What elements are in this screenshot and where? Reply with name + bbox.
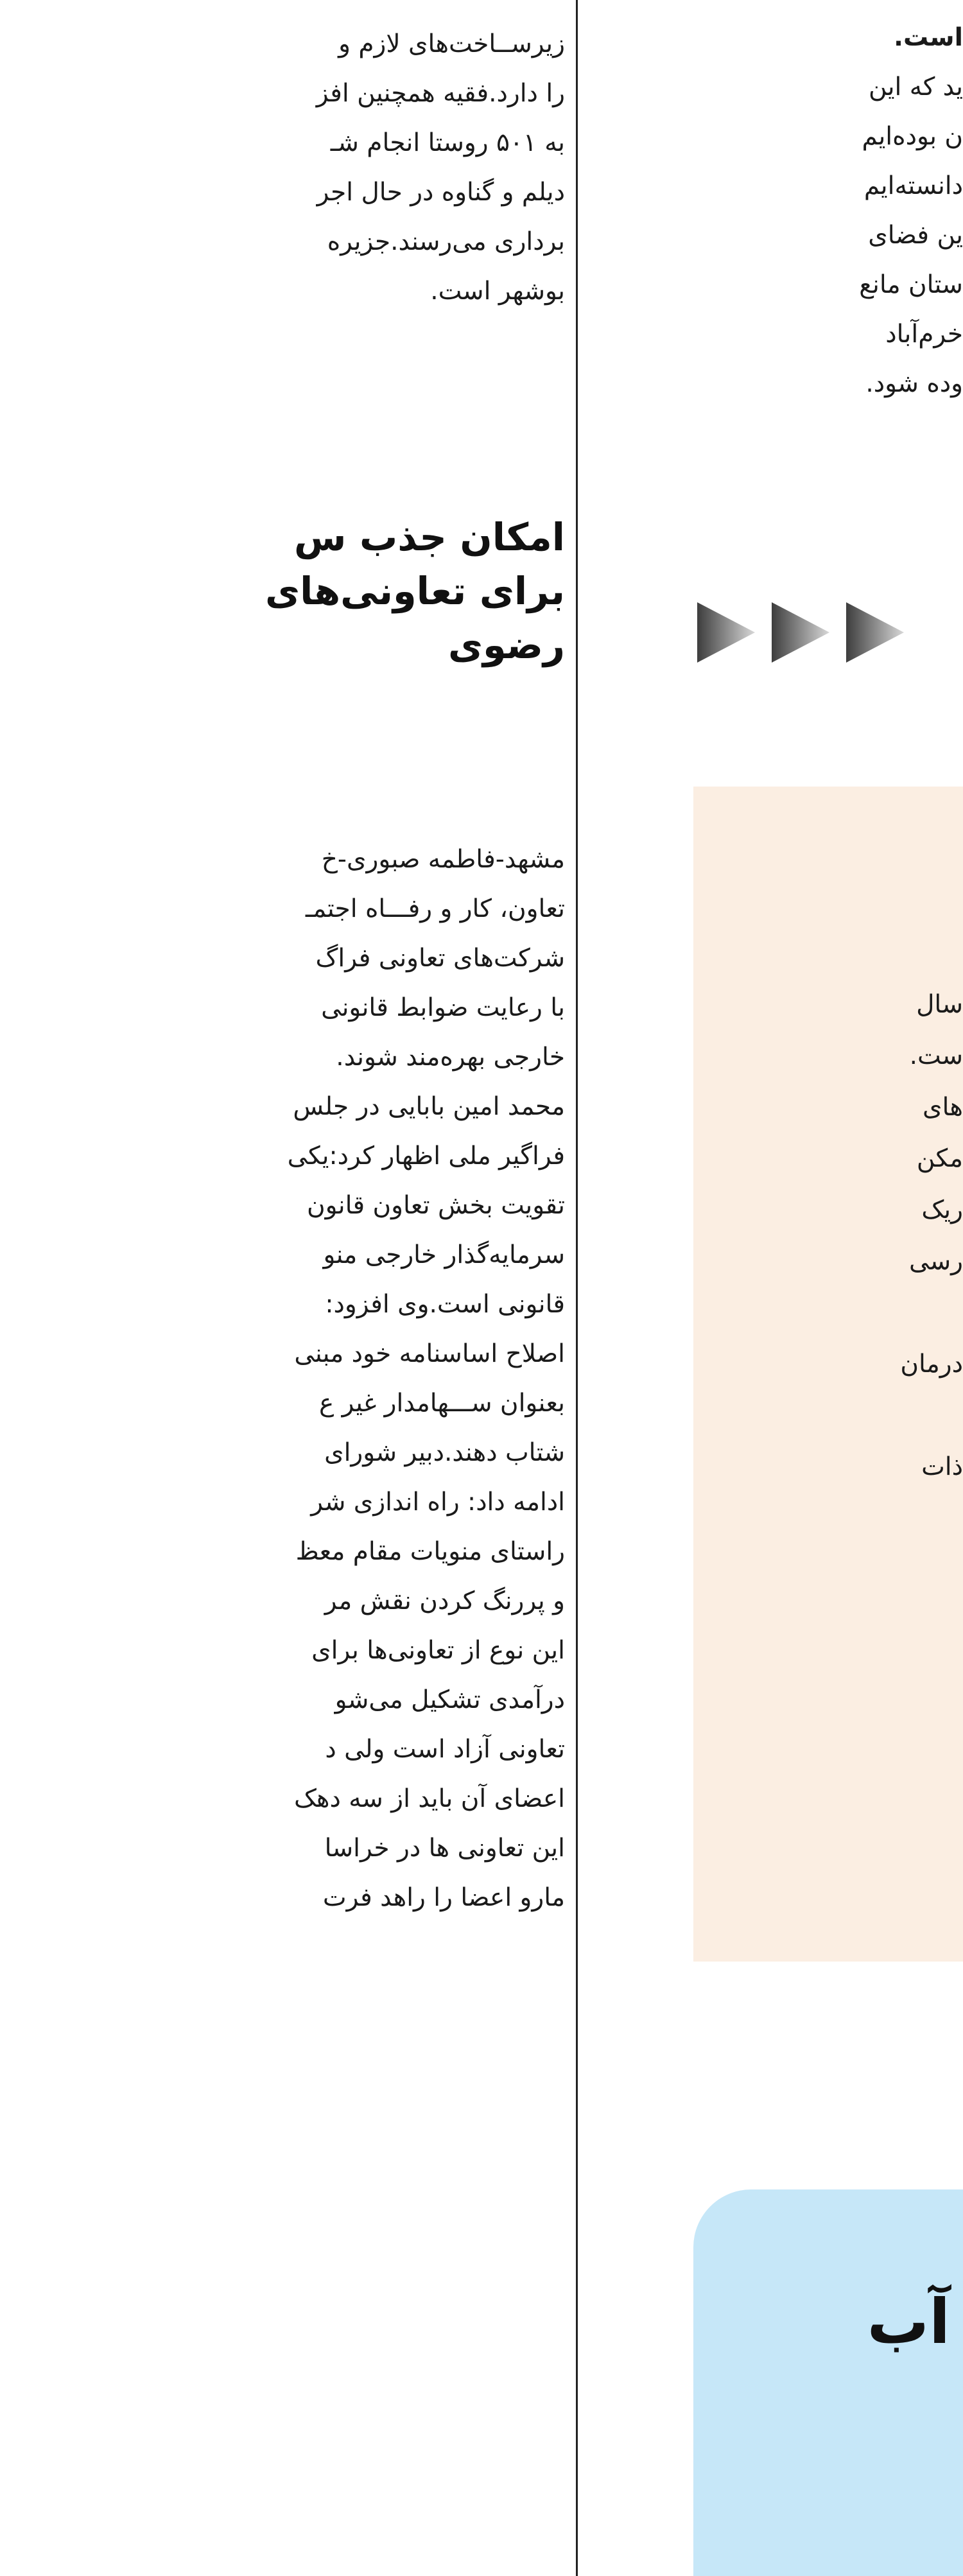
text-line: راستای منویات مقام معظ	[295, 1537, 565, 1566]
text-line: را دارد.فقیه همچنین افز	[316, 79, 565, 108]
headline-line: رضوی	[447, 623, 565, 667]
headline-line: امکان جذب س	[294, 515, 565, 559]
text-line: سرمایه‌گذار خارجی منو	[323, 1240, 565, 1269]
text-line: این تعاونی ها در خراسا	[324, 1834, 565, 1863]
text-line: مکن	[916, 1144, 963, 1173]
text-line: اعضای آن باید از سه دهک	[294, 1784, 565, 1813]
text-line: رسی	[908, 1247, 963, 1276]
text-line: زیرســاخت‌های لازم و	[338, 30, 565, 58]
arrow-decoration-icon	[693, 597, 963, 668]
text-line: سال	[916, 990, 963, 1019]
arrow-shape	[846, 602, 904, 663]
text-line	[693, 1390, 963, 1441]
text-line	[693, 1287, 963, 1339]
text-line: شتاب دهند.دبیر شورای	[324, 1438, 565, 1467]
highlight-box	[693, 787, 963, 1962]
text-line: مارو اعضا را راهد فرت	[322, 1883, 565, 1912]
text-line: مشهد-فاطمه صبوری-خ	[321, 845, 565, 874]
text-line: تقویت بخش تعاون قانون	[306, 1191, 565, 1220]
right-article-text	[693, 13, 963, 408]
text-line: با رعایت ضوابط قانونی	[321, 993, 565, 1022]
text-line: خارجی بهره‌مند شوند.	[336, 1043, 565, 1072]
text-line: و پررنگ کردن نقش مر	[324, 1587, 565, 1615]
text-line: های	[923, 1093, 963, 1122]
text-line: قانونی است.وی افزود:	[325, 1290, 565, 1319]
text-line: ن بوده‌ایم	[862, 122, 963, 151]
text-line: تعاون، کار و رفـــاه اجتمـ	[305, 894, 565, 923]
text-line: محمد امین بابایی در جلس	[293, 1092, 565, 1121]
text-line: ریک	[921, 1196, 963, 1224]
text-line: بعنوان ســـهامدار غیر ع	[318, 1389, 565, 1418]
text-line: این نوع از تعاونی‌ها برای	[311, 1636, 565, 1665]
text-line: به ۵۰۱ روستا انجام شـ	[330, 128, 565, 157]
article-paragraph-1	[0, 19, 565, 316]
text-line: درمان	[900, 1350, 963, 1379]
text-line: خرم‌آباد	[885, 320, 963, 349]
text-line: درآمدی تشکیل می‌شو	[334, 1685, 565, 1714]
blue-feature-box	[693, 2189, 963, 2576]
article-headline	[0, 510, 565, 672]
text-line: ادامه داد: راه اندازی شر	[311, 1488, 565, 1517]
text-line: وده شود.	[865, 369, 963, 398]
text-line: بوشهر است.	[430, 277, 565, 306]
blue-box-title: آب	[867, 2286, 950, 2358]
text-line: شرکت‌های تعاونی فراگ	[315, 944, 565, 973]
arrow-shape	[697, 602, 755, 663]
text-line: ین فضای	[868, 221, 963, 250]
right-column	[693, 0, 963, 2576]
text-line: ستان مانع	[859, 270, 963, 299]
text-line: ید که این	[869, 73, 963, 101]
highlight-box-text	[693, 979, 963, 1493]
text-line: ست.	[909, 1041, 963, 1070]
arrow-shape	[772, 602, 829, 663]
article-paragraph-2	[0, 835, 565, 1922]
text-line: دیلم و گناوه در حال اجر	[317, 178, 565, 207]
text-line: دانسته‌ایم	[863, 171, 963, 200]
text-line: تعاونی آزاد است ولی د	[325, 1735, 565, 1764]
column-divider	[576, 0, 578, 2576]
text-line: است.	[894, 23, 963, 52]
text-line: ذات	[921, 1452, 963, 1481]
text-line: برداری می‌رسند.جزیره	[327, 227, 565, 256]
text-line: اصلاح اساسنامه خود مبنی	[294, 1339, 565, 1368]
text-line: فراگیر ملی اظهار کرد:یکی	[287, 1142, 565, 1171]
headline-line: برای تعاونی‌های	[265, 569, 565, 613]
